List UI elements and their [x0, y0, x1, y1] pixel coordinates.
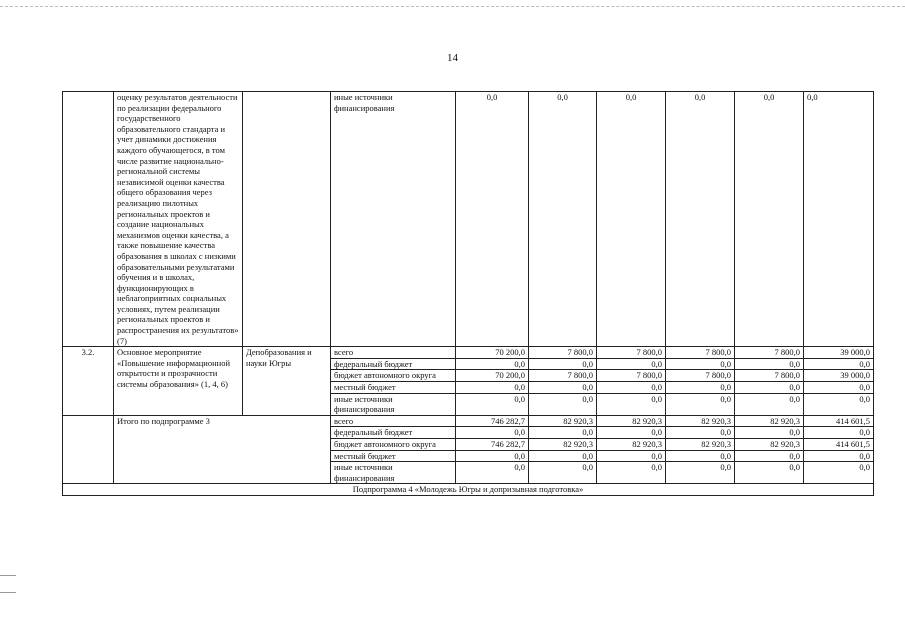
value-cell: 0,0	[804, 92, 874, 347]
value-cell: 0,0	[456, 462, 529, 484]
table-row	[63, 347, 874, 359]
value-cell: 82 920,3	[597, 439, 666, 451]
value-cell: 7 800,0	[597, 370, 666, 382]
funding-source: бюджет автономного округа	[331, 439, 456, 451]
row-number-cell	[63, 415, 114, 484]
value-cell: 82 920,3	[735, 439, 804, 451]
executor-cell: Депобразования и науки Югры	[243, 347, 331, 416]
value-cell: 0,0	[666, 382, 735, 394]
value-cell: 82 920,3	[666, 439, 735, 451]
value-cell: 0,0	[597, 393, 666, 415]
value-cell: 0,0	[529, 462, 597, 484]
value-cell: 414 601,5	[804, 439, 874, 451]
measure-description: Основное мероприятие «Повышение информационной открытости и прозрачности системы образования» (1, 4, 6)	[114, 347, 243, 416]
value-cell: 0,0	[597, 462, 666, 484]
value-cell: 0,0	[456, 382, 529, 394]
table-row	[63, 484, 874, 496]
value-cell: 0,0	[597, 358, 666, 370]
value-cell: 0,0	[529, 427, 597, 439]
value-cell: 82 920,3	[666, 415, 735, 427]
value-cell: 0,0	[456, 393, 529, 415]
value-cell: 70 200,0	[456, 347, 529, 359]
funding-source: всего	[331, 415, 456, 427]
value-cell: 0,0	[735, 393, 804, 415]
subprogram-heading: Подпрограмма 4 «Молодежь Югры и допризывная подготовка»	[63, 484, 874, 496]
value-cell: 0,0	[456, 450, 529, 462]
value-cell: 7 800,0	[735, 347, 804, 359]
value-cell: 746 282,7	[456, 415, 529, 427]
value-cell: 82 920,3	[735, 415, 804, 427]
funding-source: федеральный бюджет	[331, 427, 456, 439]
total-label: Итого по подпрограмме 3	[114, 415, 331, 484]
value-cell: 70 200,0	[456, 370, 529, 382]
funding-source: иные источники финансирования	[331, 92, 456, 347]
value-cell: 0,0	[735, 358, 804, 370]
value-cell: 0,0	[597, 450, 666, 462]
scan-edge-line	[0, 6, 905, 7]
value-cell: 0,0	[804, 358, 874, 370]
value-cell: 0,0	[804, 427, 874, 439]
value-cell: 39 000,0	[804, 347, 874, 359]
row-number-cell	[63, 92, 114, 347]
value-cell: 414 601,5	[804, 415, 874, 427]
value-cell: 7 800,0	[666, 347, 735, 359]
value-cell: 0,0	[597, 92, 666, 347]
funding-source: федеральный бюджет	[331, 358, 456, 370]
value-cell: 39 000,0	[804, 370, 874, 382]
value-cell: 0,0	[529, 358, 597, 370]
value-cell: 0,0	[529, 382, 597, 394]
value-cell: 0,0	[804, 462, 874, 484]
value-cell: 0,0	[529, 92, 597, 347]
value-cell: 7 800,0	[735, 370, 804, 382]
budget-table	[62, 91, 874, 496]
measure-description: оценку результатов деятельности по реализации федерального государственного образовательного стандарта и учет динамики достижения каждого обучающегося, в том числе развитие национально-региональной системы независимой оценки качества общего образования через реализацию пилотных региональных проектов и создание национальных механизмов оценки качества, а также повышение качества образования в школах с низкими образовательными результатами обучения и в школах, функционирующих в неблагоприятных социальных условиях, путем реализации региональных проектов и распространения их результатов» (7)	[114, 92, 243, 347]
funding-source: местный бюджет	[331, 382, 456, 394]
margin-mark	[0, 575, 16, 576]
value-cell: 0,0	[529, 393, 597, 415]
value-cell: 82 920,3	[597, 415, 666, 427]
value-cell: 7 800,0	[597, 347, 666, 359]
funding-source: всего	[331, 347, 456, 359]
table-row	[63, 415, 874, 427]
value-cell: 0,0	[529, 450, 597, 462]
value-cell: 0,0	[666, 92, 735, 347]
value-cell: 0,0	[735, 92, 804, 347]
value-cell: 0,0	[456, 92, 529, 347]
value-cell: 0,0	[804, 450, 874, 462]
funding-source: бюджет автономного округа	[331, 370, 456, 382]
value-cell: 0,0	[456, 358, 529, 370]
page-number: 14	[447, 52, 458, 64]
value-cell: 0,0	[735, 450, 804, 462]
value-cell: 0,0	[597, 427, 666, 439]
value-cell: 0,0	[456, 427, 529, 439]
value-cell: 0,0	[735, 462, 804, 484]
row-number-cell: 3.2.	[63, 347, 114, 416]
value-cell: 0,0	[597, 382, 666, 394]
value-cell: 0,0	[804, 393, 874, 415]
value-cell: 746 282,7	[456, 439, 529, 451]
value-cell: 82 920,3	[529, 439, 597, 451]
value-cell: 7 800,0	[666, 370, 735, 382]
value-cell: 0,0	[735, 427, 804, 439]
value-cell: 7 800,0	[529, 347, 597, 359]
value-cell: 0,0	[666, 462, 735, 484]
funding-source: иные источники финансирования	[331, 462, 456, 484]
margin-mark	[0, 592, 16, 593]
funding-source: иные источники финансирования	[331, 393, 456, 415]
value-cell: 0,0	[666, 427, 735, 439]
table-row	[63, 92, 874, 347]
value-cell: 0,0	[666, 393, 735, 415]
executor-cell	[243, 92, 331, 347]
value-cell: 0,0	[804, 382, 874, 394]
value-cell: 0,0	[666, 450, 735, 462]
value-cell: 7 800,0	[529, 370, 597, 382]
funding-source: местный бюджет	[331, 450, 456, 462]
value-cell: 82 920,3	[529, 415, 597, 427]
value-cell: 0,0	[735, 382, 804, 394]
value-cell: 0,0	[666, 358, 735, 370]
